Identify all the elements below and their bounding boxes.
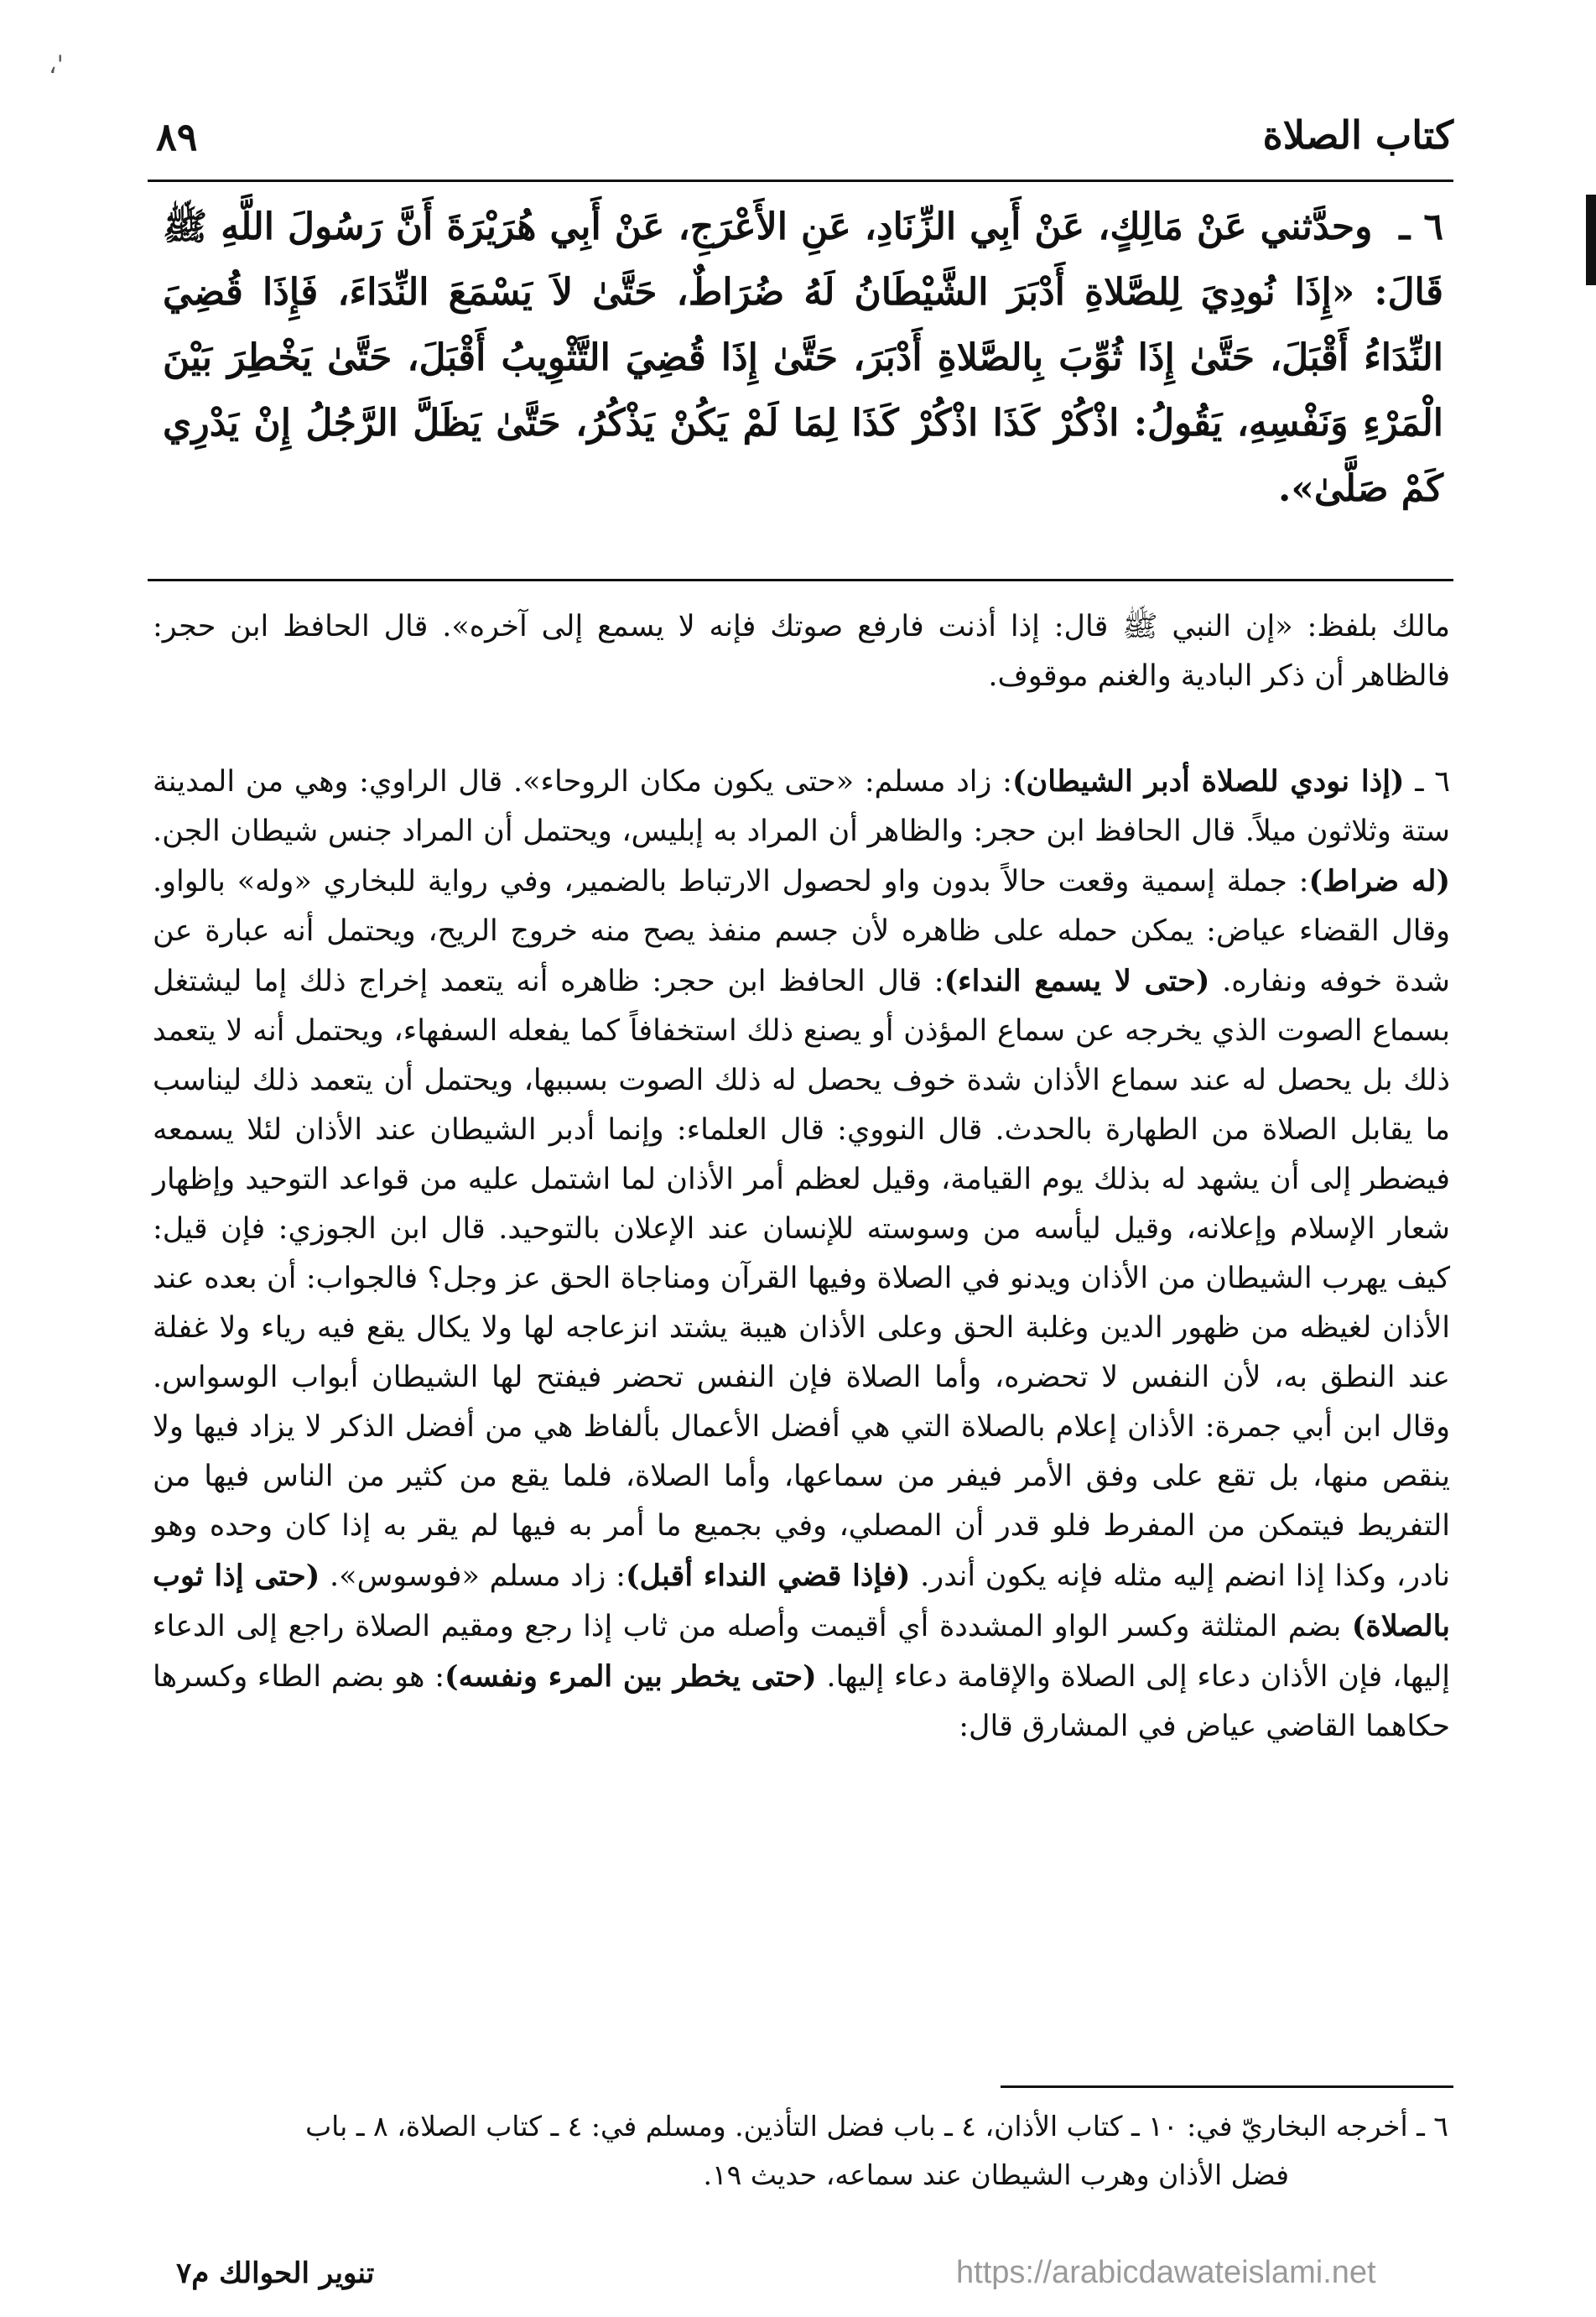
- header-rule: [148, 180, 1453, 182]
- footer-signature: تنوير الحوالك م٧: [176, 2257, 375, 2290]
- lemma-5: (حتى إذا ثوب بالصلاة): [153, 1559, 1450, 1643]
- gloss-6: : هو بضم الطاء وكسرها حكاهما القاضي عياض في المشارق قال:: [153, 1660, 1450, 1743]
- page-edge-bar: [1586, 195, 1596, 285]
- lemma-2: (له ضراط): [1308, 864, 1451, 898]
- watermark-url: https://arabicdawateislami.net: [956, 2255, 1376, 2290]
- footnote-line-2: فضل الأذان وهرب الشيطان عند سماعه، حديث ١٩.: [703, 2158, 1289, 2191]
- section-rule: [148, 579, 1453, 581]
- commentary-continued: مالك بلفظ: «إن النبي ﷺ قال: إذا أذنت فارفع صوتك فإنه لا يسمع إلى آخره». قال الحافظ ابن حجر: فالظاهر أن ذكر البادية والغنم موقوف.: [153, 610, 1450, 693]
- running-title: كتاب الصلاة: [1262, 112, 1453, 158]
- lemma-4: (فإذا قضي النداء أقبل): [625, 1559, 911, 1593]
- footnote: [159, 2102, 1448, 2200]
- hadith-isnad: وحدَّثني عَنْ مَالِكٍ، عَنْ أَبِي الزِّنَادِ، عَنِ الأَعْرَجِ، عَنْ أَبِي هُرَيْرَةَ أَنَّ رَسُولَ اللَّهِ ﷺ قَالَ:: [163, 206, 1443, 314]
- gloss-4: : زاد مسلم «فوسوس».: [320, 1559, 626, 1593]
- hadith-text: [163, 195, 1443, 522]
- lemma-3: (حتى لا يسمع النداء): [944, 964, 1210, 998]
- gloss-3: : قال الحافظ ابن حجر: ظاهره أنه يتعمد إخراج ذلك إما ليشتغل بسماع الصوت الذي يخرجه عن سماع المؤذن أو يصنع ذلك استخفافاً كما يفعله السفهاء، ويحتمل أنه لا يتعمد ذلك بل يحصل له عند سماع الأذان شدة خوف يحصل له ذلك الصوت بسببها، ويحتمل أن يتعمد ذلك ليناسب ما يقابل الصلاة من الطهارة بالحدث. قال النووي: قال العلماء: وإنما أدبر الشيطان عند الأذان لئلا يسمعه فيضطر إلى أن يشهد له بذلك يوم القيامة، وقيل لعظم أمر الأذان لما اشتمل عليه من قواعد التوحيد وإظهار شعار الإسلام وإعلانه، وقيل ليأسه من وسوسته للإنسان عند الإعلان بالتوحيد. قال ابن الجوزي: فإن قيل: كيف يهرب الشيطان من الأذان ويدنو في الصلاة وفيها القرآن ومناجاة الحق عز وجل؟ فالجواب: أن بعده عند الأذان لغيظه من ظهور الدين وغلبة الحق وعلى الأذان هيبة يشتد انزعاجه لها ولا يكال يقع فيه رياء ولا غفلة عند النطق به، لأن النفس لا تحضره، وأما الصلاة فإن النفس تحضر فيفتح لها الشيطان أبواب الوسواس. وقال ابن أبي جمرة: الأذان إعلام بالصلاة التي هي أفضل الأعمال بألفاظ هي من أفضل الذكر لا يزاد فيها ولا ينقص منها، بل تقع على وفق الأمر فيفر من سماعها، وأما الصلاة، فلما يقع من كثير من الناس فيها من التفريط فيتمكن من المفرط فلو قدر أن المصلي، وفي بجميع ما أمر به فيها لم يقر به إذا كان وحده وهو نادر، وكذا إذا انضم إليه مثله فإنه يكون أندر.: [153, 965, 1450, 1593]
- lemma-1: (إذا نودي للصلاة أدبر الشيطان): [1011, 764, 1405, 799]
- commentary-hadith-6: [153, 757, 1450, 1752]
- gloss-5: بضم المثلثة وكسر الواو المشددة أي أقيمت وأصله من ثاب إذا رجع ومقيم الصلاة راجع إلى الدعاء إليها، فإن الأذان دعاء إلى الصلاة والإقامة دعاء إليها.: [153, 1610, 1450, 1694]
- page-number: ٨٩: [156, 114, 198, 159]
- footnote-line-1: ٦ ـ أخرجه البخاريّ في: ١٠ ـ كتاب الأذان، ٤ ـ باب فضل التأذين. ومسلم في: ٤ ـ كتاب الصلاة، ٨ ـ باب: [305, 2110, 1448, 2143]
- gloss-2: : جملة إسمية وقعت حالاً بدون واو لحصول الارتباط بالضمير، وفي رواية للبخاري «وله» بالواو. وقال القضاء عياض: يمكن حمله على ظاهره لأن جسم منفذ يصح منه خروج الريح، ويحتمل أنه عبارة عن شدة خوفه ونفاره.: [153, 865, 1450, 998]
- lemma-6: (حتى يخطر بين المرء ونفسه): [444, 1659, 817, 1694]
- hadith-number: ٦ ـ: [1399, 206, 1443, 248]
- footnote-rule: [1001, 2085, 1453, 2088]
- gloss-1: : زاد مسلم: «حتى يكون مكان الروحاء». قال الراوي: وهي من المدينة ستة وثلاثون ميلاً. قال الحافظ ابن حجر: والظاهر أن المراد به إبليس، ويحتمل أن المراد جنس شيطان الجن.: [153, 765, 1450, 848]
- commentary-number: ٦ ـ: [1404, 765, 1451, 799]
- hadith-matn: «إِذَا نُودِيَ لِلصَّلاةِ أَدْبَرَ الشَّيْطَانُ لَهُ ضُرَاطٌ، حَتَّىٰ لاَ يَسْمَعَ النِّدَاءَ، فَإِذَا قُضِيَ النِّدَاءُ أَقْبَلَ، حَتَّىٰ إِذَا ثُوِّبَ بِالصَّلاةِ أَدْبَرَ، حَتَّىٰ إِذَا قُضِيَ التَّثْوِيبُ أَقْبَلَ، حَتَّىٰ يَخْطِرَ بَيْنَ الْمَرْءِ وَنَفْسِهِ، يَقُولُ: اذْكُرْ كَذَا اذْكُرْ كَذَا لِمَا لَمْ يَكُنْ يَذْكُرُ، حَتَّىٰ يَظَلَّ الرَّجُلُ إِنْ يَدْرِي كَمْ صَلَّىٰ».: [163, 271, 1443, 510]
- corner-mark: '،: [49, 50, 64, 80]
